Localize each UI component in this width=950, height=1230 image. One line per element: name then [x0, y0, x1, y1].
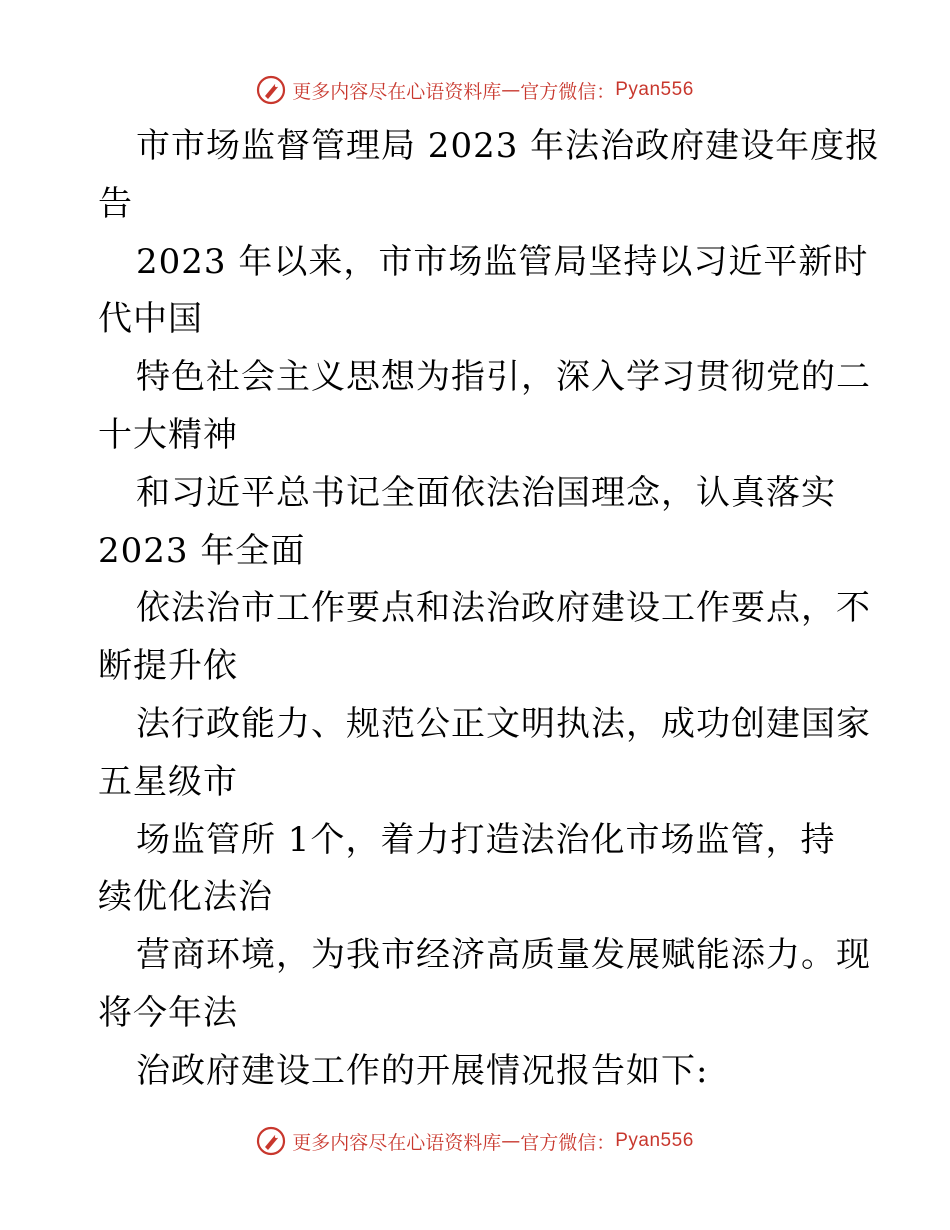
paragraph-line: 断提升依 — [98, 646, 238, 687]
paragraph-line: 续优化法治 — [98, 877, 273, 918]
paragraph-line: 依法治市工作要点和法治政府建设工作要点，不 — [136, 588, 871, 629]
paragraph-line: 2023 年全面 — [98, 530, 306, 571]
paragraph-line: 将今年法 — [98, 992, 238, 1033]
document-title-line-1: 市市场监督管理局 2023 年法治政府建设年度报 — [136, 126, 881, 166]
paragraph-line: 代中国 — [98, 299, 203, 340]
paragraph-line: 治政府建设工作的开展情况报告如下: — [136, 1050, 709, 1091]
paragraph-line: 特色社会主义思想为指引，深入学习贯彻党的二 — [136, 357, 871, 398]
watermark-text: 更多内容尽在心语资料库 — [292, 1131, 502, 1154]
pen-nib-seal-icon — [256, 75, 286, 105]
document-title-line-2: 告 — [98, 183, 133, 224]
header-watermark — [0, 72, 950, 108]
paragraph-line: 2023 年以来，市市场监管局坚持以习近平新时 — [136, 241, 869, 282]
watermark-account: Pyan556 — [615, 1130, 694, 1151]
paragraph-line: 十大精神 — [98, 414, 238, 455]
document-body — [98, 118, 881, 1101]
pen-nib-seal-icon — [256, 1126, 286, 1156]
watermark-account: Pyan556 — [615, 79, 694, 100]
watermark-suffix: 官方微信： — [520, 80, 616, 103]
footer-watermark — [0, 1123, 950, 1159]
watermark-dash: — — [501, 79, 521, 101]
watermark-text: 更多内容尽在心语资料库 — [292, 80, 502, 103]
watermark-suffix: 官方微信： — [520, 1131, 616, 1154]
paragraph-line: 五星级市 — [98, 761, 238, 802]
paragraph-line: 法行政能力、规范公正文明执法，成功创建国家 — [136, 703, 871, 744]
paragraph-line: 营商环境，为我市经济高质量发展赋能添力。现 — [136, 935, 871, 976]
paragraph-line: 场监管所 1个，着力打造法治化市场监管，持 — [136, 819, 836, 860]
watermark-dash: — — [501, 1130, 521, 1152]
paragraph-line: 和习近平总书记全面依法治国理念，认真落实 — [136, 472, 836, 513]
